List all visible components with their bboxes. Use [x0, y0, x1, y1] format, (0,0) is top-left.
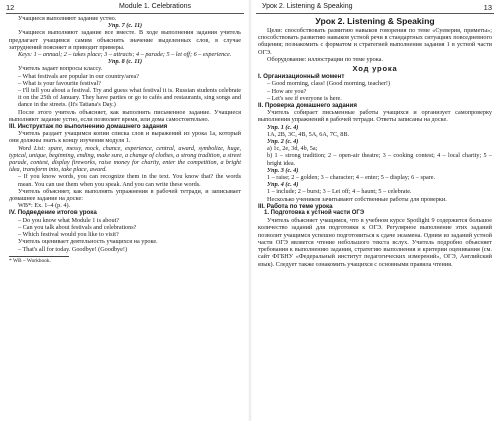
dialogue-line: – Good morning, class! (Good morning, teacher!)	[267, 80, 391, 88]
left-column	[9, 15, 241, 417]
section-heading: I. Организационный момент	[258, 73, 345, 81]
answer-line: 1 – include; 2 – burst; 3 – Let off; 4 – haunt; 5 – celebrate.	[267, 188, 412, 196]
lesson-goals: Цели: способствовать развитию навыков говорения по теме «Суеверия, приметы»; способствовать развитию навыков устной речи в стандартных ситуациях повседневного общения; познакомить с форматом и стратегией выполнения задания 1 в устной части ОГЭ.	[258, 27, 492, 56]
page-number: 12	[6, 3, 15, 12]
exercise-label: Упр. 8 (с. 11)	[107, 58, 143, 66]
paragraph: Учитель объясняет, как выполнять упражнения в рабочей тетради, и записывает домашнее задание на доске:	[9, 187, 241, 203]
paragraph: Несколько учеников зачитывают собственные работы для проверки.	[267, 195, 447, 203]
paragraph: После этого учитель объясняет, как выполнять письменное задание. Учащиеся выполняют задание устно, если позволяет время, или дома самостоятельно.	[9, 108, 241, 123]
paragraph: Учитель оценивает деятельность учащихся на уроке.	[18, 238, 158, 246]
running-head-left	[6, 3, 244, 14]
answer-line: b) 1 – strong tradition; 2 – open-air theatre; 3 – cooking contest; 4 – local charity; 5 – bright idea.	[267, 152, 492, 167]
section-heading: III. Инструктаж по выполнению домашнего задания	[9, 123, 168, 131]
homework-line: WB*: Ex. 1–4 (p. 4).	[18, 202, 71, 210]
exercise-label: Упр. 3 (с. 4)	[267, 166, 299, 174]
right-column	[258, 15, 492, 417]
answer-keys: Keys: 1 – annual; 2 – takes place; 3 – attracts; 4 – parade; 5 – let off; 6 – experience.	[18, 51, 232, 59]
running-head-right	[256, 3, 494, 14]
section-heading: III. Работа по теме урока	[258, 202, 333, 210]
dialogue-line: – That's all for today. Goodbye! (Goodbye!)	[18, 245, 128, 253]
exercise-label: Упр. 2 (с. 4)	[267, 138, 299, 146]
running-head-title: Урок 2. Listening & Speaking	[262, 3, 353, 10]
dialogue-line: – How are you?	[267, 87, 307, 95]
footnote-divider	[9, 256, 69, 257]
dialogue-line: – Let's see if everyone is here.	[267, 94, 342, 102]
subsection-heading: 1. Подготовка к устной части ОГЭ	[264, 210, 365, 217]
section-heading: II. Проверка домашнего задания	[258, 102, 357, 110]
footnote: * WB – Workbook.	[9, 257, 51, 264]
paragraph: Учитель собирает письменные работы учащихся и организует самопроверку выполнения упражнений в рабочей тетради. Ответы записаны на доске.	[258, 109, 492, 124]
dialogue-line: – What festivals are popular in our country/area?	[18, 72, 140, 80]
dialogue-line: – What is your favourite festival?	[18, 79, 101, 87]
exercise-label: Упр. 7 (с. 11)	[107, 22, 143, 30]
dialogue-line: – If you know words, you can recognize them in the text. You know that? the words mean. You can use them when you speak. And you can write these words.	[18, 173, 241, 188]
right-page	[250, 0, 500, 421]
paragraph: Учитель объясняет учащимся, что в учебном курсе Spotlight 9 содержится большое количество заданий для подготовки к ОГЭ. Регулярное выполнение этих заданий позволит учащимся успешно подготовиться к сдаче экзамена. Одним из заданий устной части ОГЭ является чтение небольшого текста вслух. Учитель подробно объясняет требования к выполнению задания, стратегию выполнения и критерии оценивания (см. сайт ФГБНУ «Федеральный институт педагогических измерений», ОГЭ, Английский язык). Следует также ознакомить учащихся с основными правила чтения.	[258, 217, 492, 268]
dialogue-line: – I'll tell you about a festival. Try and guess what festival it is. Russian students celebrate it on the 25th of January. They have parties or go to cafés and restaurants, sing songs and dance in the streets. (It's Tatiana's Day.)	[18, 87, 241, 109]
page-number: 13	[483, 3, 492, 12]
equipment-line: Оборудование: иллюстрации по теме урока.	[267, 55, 383, 63]
paragraph: Учащиеся выполняют задание все вместе. В ходе выполнения задания учитель предлагает учащимся самим объяснить значение выделенных слов, в случае затруднений поясняет и приводит примеры.	[9, 29, 241, 51]
section-heading: IV. Подведение итогов урока	[9, 209, 97, 217]
exercise-label: Упр. 4 (с. 4)	[267, 181, 299, 189]
dialogue-line: – Do you know what Module 1 is about?	[18, 216, 120, 224]
answer-line: a) 1c, 2e, 3d, 4b, 5a;	[267, 145, 318, 153]
dialogue-line: – Which festival would you like to visit?	[18, 231, 119, 239]
answer-line: 1A, 2B, 3C, 4B, 5A, 6A, 7C, 8B.	[267, 130, 349, 138]
answer-line: 1 – raise; 2 – golden; 3 – character; 4 – enter; 5 – display; 6 – spare.	[267, 174, 436, 182]
paragraph: Учитель задает вопросы классу.	[18, 65, 103, 73]
exercise-label: Упр. 1 (с. 4)	[267, 123, 299, 131]
dialogue-line: – Can you talk about festivals and celebrations?	[18, 223, 137, 231]
lesson-title: Урок 2. Listening & Speaking	[315, 16, 435, 26]
running-head-title: Module 1. Celebrations	[119, 3, 191, 10]
word-list: Word List: spare, messy, mock, chance, experience, central, award, symbolize, huge, typical, unique, beginning, ending, make sure, a change of clothes, a strong tradition, a street parade, contest, display fireworks, raise money for charity, enter the competition, a bright idea, transform into, take place, award.	[9, 144, 241, 174]
paragraph: Учитель раздает учащимся копии списка слов и выражений из урока 1а, который они должны знать к концу изучения модуля 1.	[9, 130, 241, 145]
lesson-plan-title: Ход урока	[352, 64, 398, 74]
paragraph: Учащиеся выполняют задание устно.	[18, 15, 117, 22]
